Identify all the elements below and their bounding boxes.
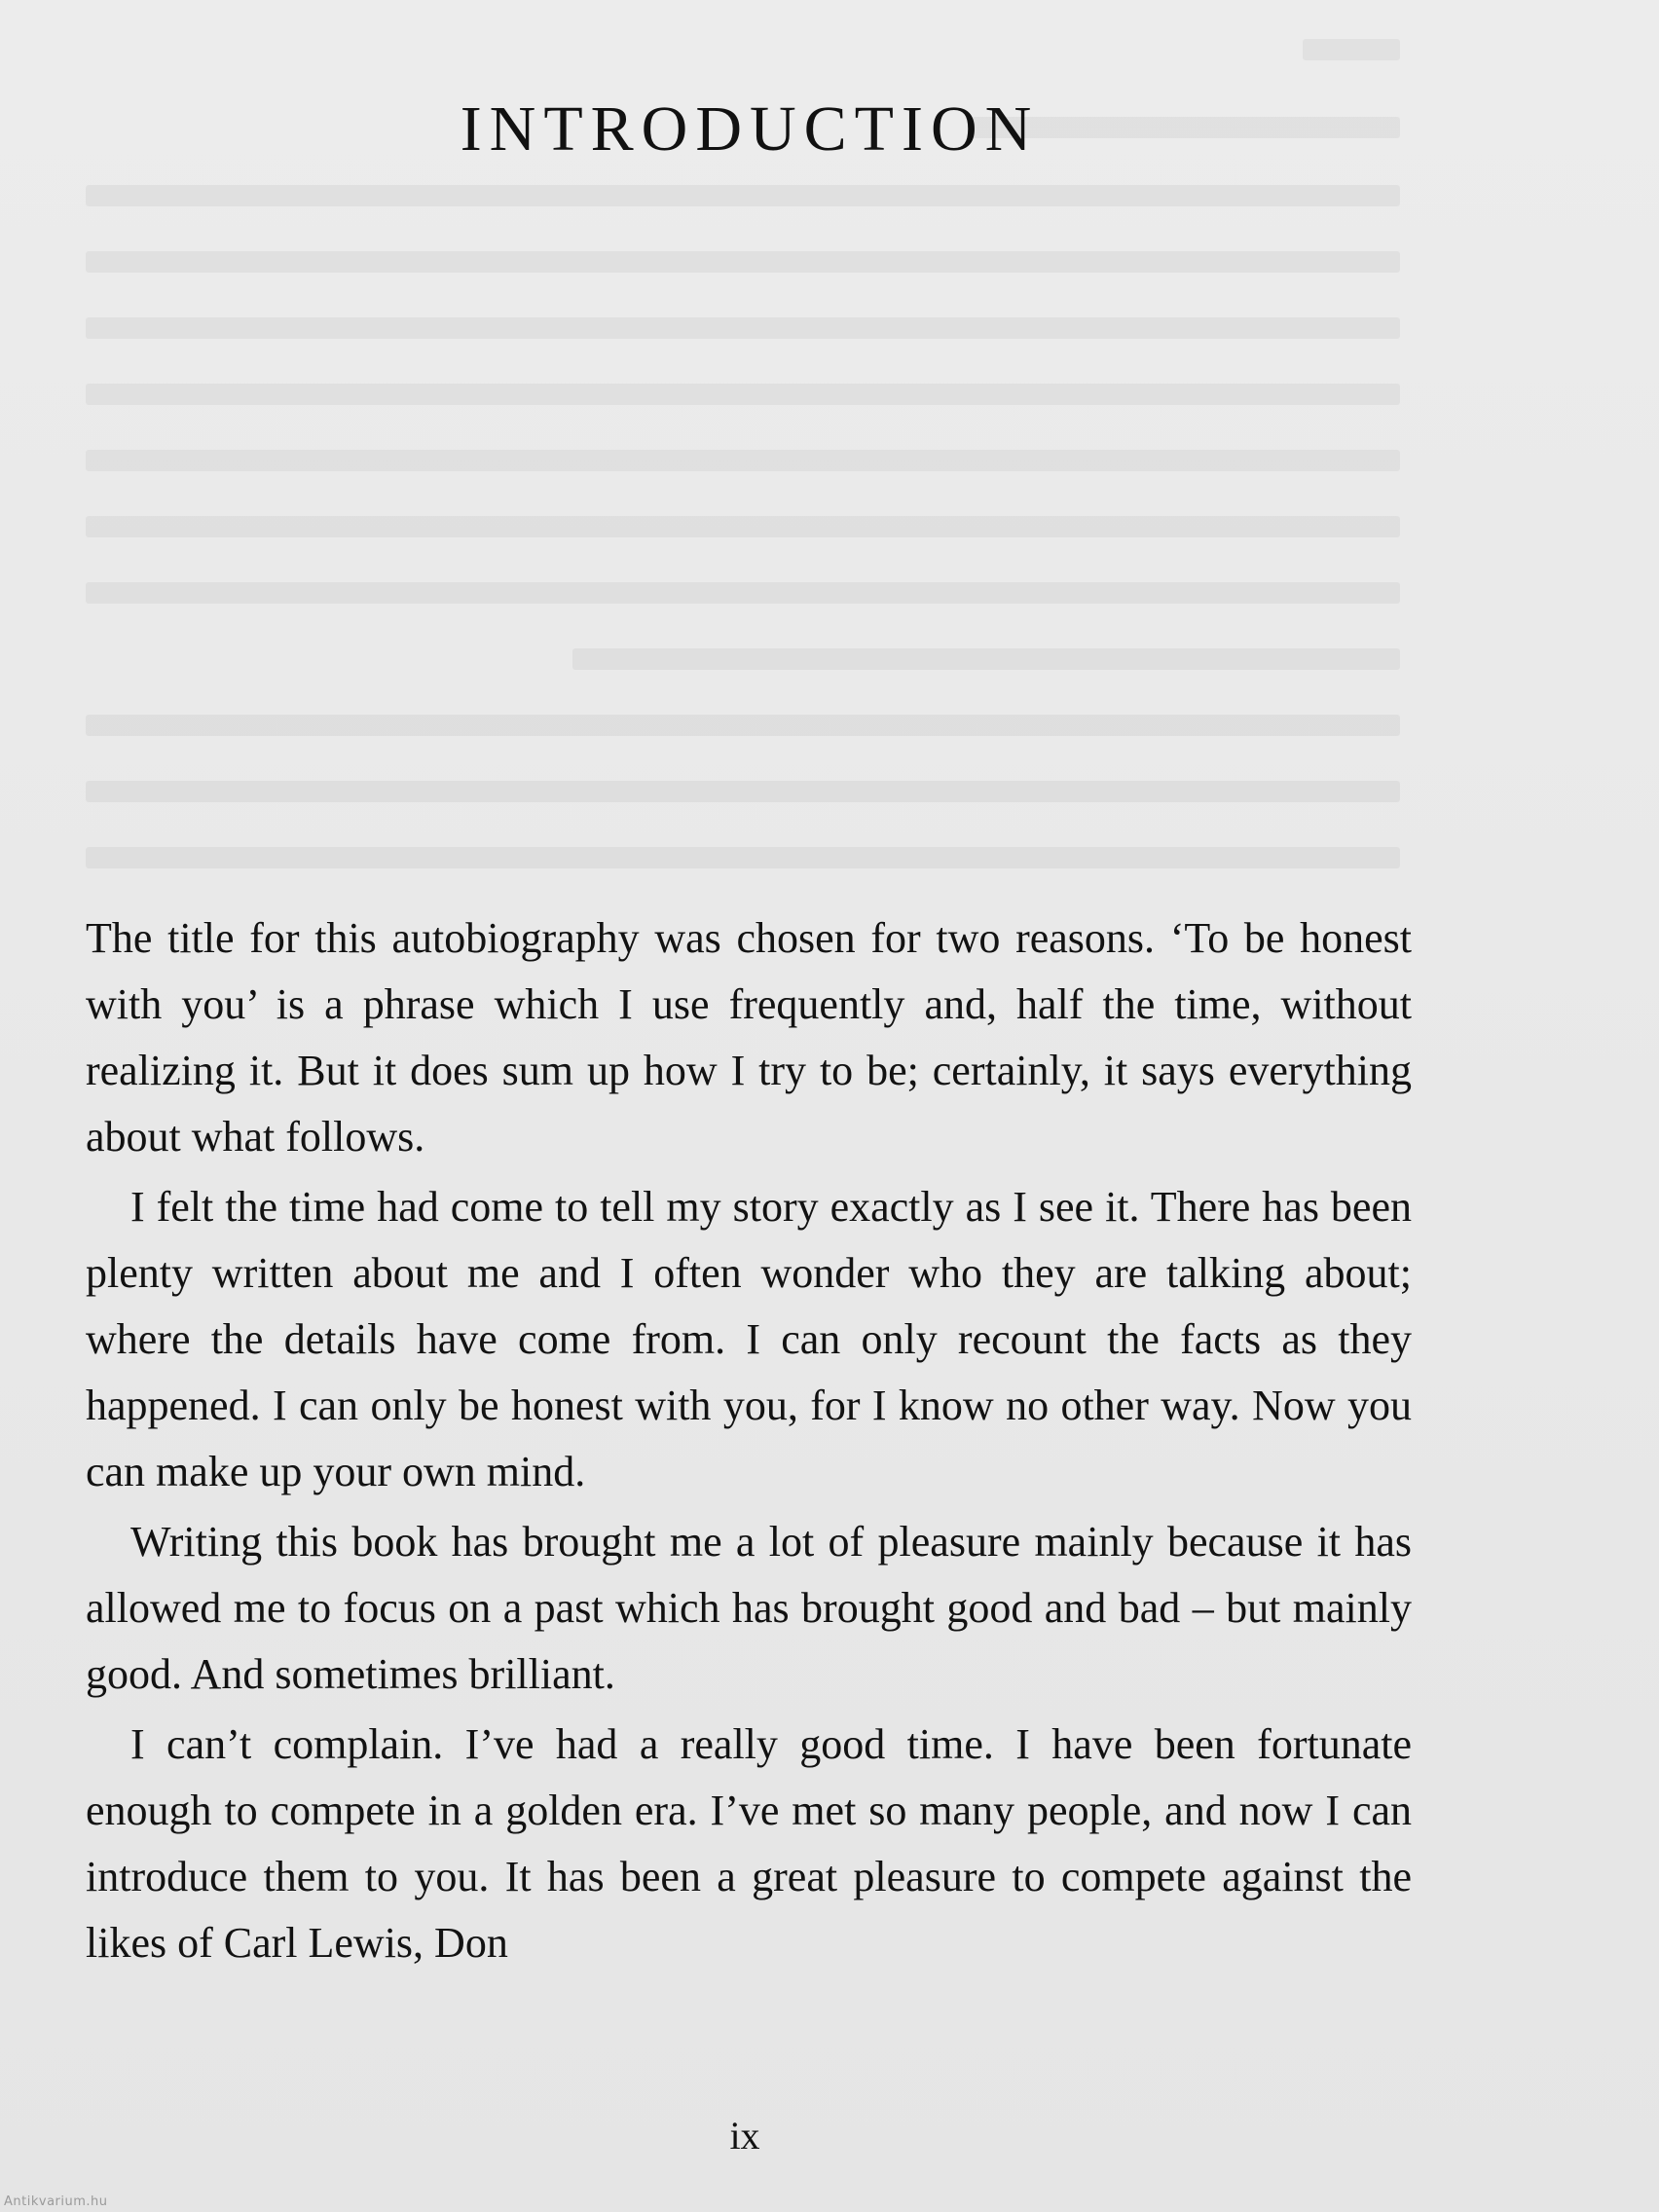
paragraph-1: The title for this autobiography was chosen for two reasons. ‘To be honest with you’ is a phrase which I use frequently and, half the time, without realizing it. But it does sum up how I try to be; certainly, it says everything about what follows.	[86, 914, 1412, 1161]
watermark: Antikvarium.hu	[4, 2194, 108, 2209]
page-title: INTRODUCTION	[460, 93, 1040, 165]
body-text	[86, 905, 1412, 1976]
paragraph-2: I felt the time had come to tell my story exactly as I see it. There has been plenty written about me and I often wonder who they are talking about; where the details have come from. I can only recount the facts as they happened. I can only be honest with you, for I know no other way. Now you can make up your own mind.	[86, 1183, 1412, 1495]
paragraph-3: Writing this book has brought me a lot of pleasure mainly because it has allowed me to focus on a past which has brought good and bad – but mainly good. And sometimes brilliant.	[86, 1518, 1412, 1698]
paragraph-4: I can’t complain. I’ve had a really good time. I have been fortunate enough to compete in a golden era. I’ve met so many people, and now I can introduce them to you. It has been a great pleasure to compete against the likes of Carl Lewis, Don	[86, 1720, 1412, 1967]
page-number: ix	[729, 2114, 760, 2157]
